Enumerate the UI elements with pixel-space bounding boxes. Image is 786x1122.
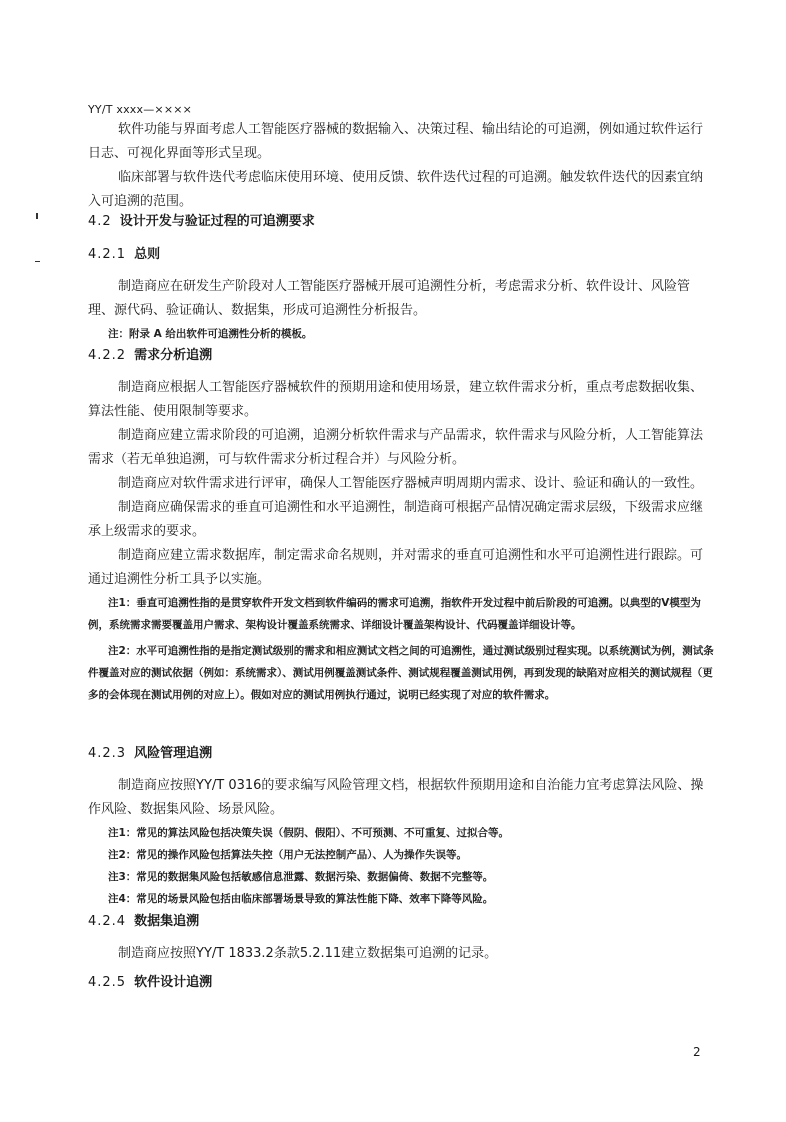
paragraph: 制造商应按照YY/T 1833.2条款5.2.11建立数据集可追溯的记录。 <box>118 946 498 961</box>
paragraph: 临床部署与软件迭代考虑临床使用环境、使用反馈、软件迭代过程的可追溯。触发软件迭代的因素宜纳入可追溯的范围。 <box>88 170 704 209</box>
note: 注2：水平可追溯性指的是指定测试级别的需求和相应测试文档之间的可追溯性，通过测试级别过程实现。以系统测试为例，测试条件覆盖对应的测试依据（例如：系统需求）、测试用例覆盖测试条件、测试规程覆盖测试用例，再到发现的缺陷对应相关的测试规程（更多的会体现在测试用例的对应上）。假如对应的测试用例执行通过，说明已经实现了对应的软件需求。 <box>88 645 714 701</box>
scan-speck <box>35 261 40 262</box>
section-title: 需求分析追溯 <box>134 348 213 363</box>
section-title: 风险管理追溯 <box>134 746 213 761</box>
note: 注：附录 A 给出软件可追溯性分析的模板。 <box>108 328 313 340</box>
section-4-2-5-heading <box>88 973 714 993</box>
paragraph: 制造商应确保需求的垂直可追溯性和水平追溯性，制造商可根据产品情况确定需求层级，下级需求应继承上级需求的要求。 <box>88 500 704 539</box>
section-number: 4.2.3 <box>88 746 127 761</box>
note: 注3：常见的数据集风险包括敏感信息泄露、数据污染、数据偏倚、数据不完整等。 <box>108 871 494 883</box>
section-number: 4.2.5 <box>88 975 127 990</box>
section-title: 数据集追溯 <box>134 914 200 929</box>
paragraph: 制造商应建立需求数据库，制定需求命名规则，并对需求的垂直可追溯性和水平可追溯性进行跟踪。可通过追溯性分析工具予以实施。 <box>88 548 704 587</box>
note: 注1：垂直可追溯性指的是贯穿软件开发文档到软件编码的需求可追溯，指软件开发过程中前后阶段的可追溯。以典型的V模型为例，系统需求需要覆盖用户需求、架构设计覆盖系统需求、详细设计覆盖架构设计、代码覆盖详细设计等。 <box>88 597 701 631</box>
paragraph: 制造商应建立需求阶段的可追溯，追溯分析软件需求与产品需求，软件需求与风险分析，人工智能算法需求（若无单独追溯，可与软件需求分析过程合并）与风险分析。 <box>88 428 704 467</box>
section-4-2-2 <box>88 346 714 706</box>
section-4-2-heading <box>88 212 714 232</box>
standard-header: YY/T xxxx—×××× <box>88 103 193 116</box>
section-number: 4.2.1 <box>88 247 127 262</box>
section-title: 总则 <box>134 247 161 262</box>
note: 注2：常见的操作风险包括算法失控（用户无法控制产品）、人为操作失误等。 <box>108 849 468 861</box>
paragraph: 软件功能与界面考虑人工智能医疗器械的数据输入、决策过程、输出结论的可追溯，例如通过软件运行日志、可视化界面等形式呈现。 <box>88 122 704 161</box>
paragraph: 制造商应根据人工智能医疗器械软件的预期用途和使用场景，建立软件需求分析，重点考虑数据收集、算法性能、使用限制等要求。 <box>88 380 704 419</box>
section-4-2-3 <box>88 744 714 910</box>
section-4-2-1 <box>88 245 714 345</box>
scan-speck <box>36 213 38 219</box>
section-number: 4.2.2 <box>88 348 127 363</box>
section-4-2-4 <box>88 912 714 966</box>
section-title: 软件设计追溯 <box>134 975 213 990</box>
paragraph: 制造商应按照YY/T 0316的要求编写风险管理文档，根据软件预期用途和自治能力宜考虑算法风险、操作风险、数据集风险、场景风险。 <box>88 778 704 817</box>
section-title: 设计开发与验证过程的可追溯要求 <box>119 214 315 229</box>
paragraph: 制造商应对软件需求进行评审，确保人工智能医疗器械声明周期内需求、设计、验证和确认的一致性。 <box>118 476 704 491</box>
note: 注1：常见的算法风险包括决策失误（假阴、假阳）、不可预测、不可重复、过拟合等。 <box>108 827 510 839</box>
section-number: 4.2 <box>88 214 112 229</box>
intro-section <box>88 118 714 214</box>
section-number: 4.2.4 <box>88 914 127 929</box>
note: 注4：常见的场景风险包括由临床部署场景导致的算法性能下降、效率下降等风险。 <box>108 893 494 905</box>
page-number: 2 <box>693 1045 701 1059</box>
paragraph: 制造商应在研发生产阶段对人工智能医疗器械开展可追溯性分析，考虑需求分析、软件设计、风险管理、源代码、验证确认、数据集，形成可追溯性分析报告。 <box>88 279 691 318</box>
